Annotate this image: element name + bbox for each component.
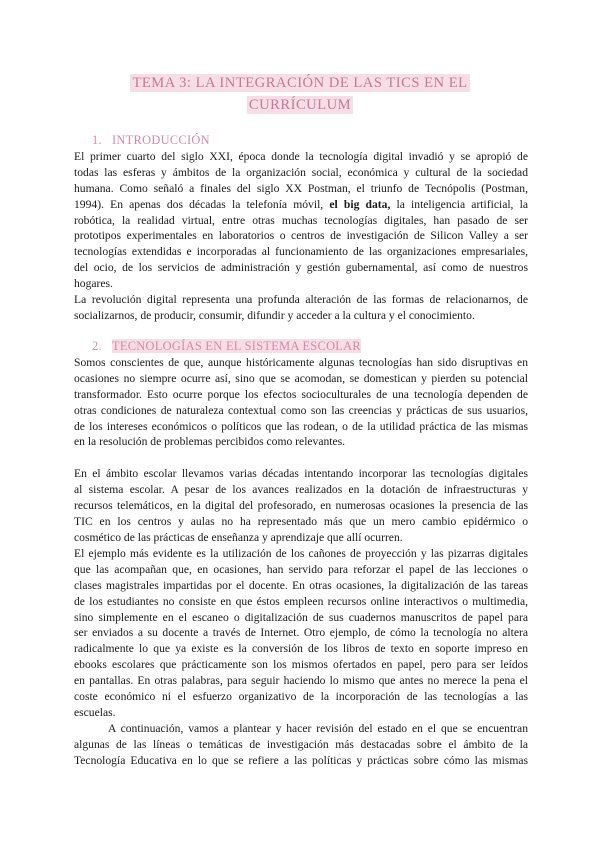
text-line: robótica, la realidad virtual, entre otras muchas tecnologías digitales, han pasado de ser (74, 213, 528, 227)
paragraph-conscientes (74, 355, 528, 450)
section-number: 2. (92, 339, 102, 353)
text-line: que las acompañan que, en ocasiones, han servido para reforzar el papel de las lecciones o (74, 562, 528, 576)
text-line: cosmético de las prácticas de enseñanza y aprendizaje que allí ocurren. (74, 530, 403, 544)
text-line (74, 197, 528, 213)
text-line: sino simplemente en el escaneo o digitalización de sus cuadernos manuscritos de papel para (74, 610, 528, 624)
text-line: tecnologías extendidas e incorporadas al funcionamiento de las organizaciones empresariales, (74, 245, 528, 259)
section-heading-tecnologias (92, 339, 361, 354)
text-line: del ocio, de los servicios de administración y gestión gubernamental, así como de nuestros (74, 261, 528, 275)
text-line: ocasiones no siempre ocurre así, sino que se acomodan, se domestican y pierden su potencial (74, 371, 528, 385)
text-line: al sistema escolar. A pesar de los avances realizados en la dotación de infraestructuras y (74, 482, 528, 496)
text-line: todas las esferas y ámbitos de la organización social, económica y cultural de la sociedad (74, 165, 528, 179)
text-line: Tecnología Educativa en lo que se refiere a las políticas y prácticas sobre cómo las mismas (74, 753, 528, 767)
text-line: prototipos experimentales en laboratorios o centros de investigación de Silicon Valley a ser (74, 229, 528, 243)
text-line: A continuación, vamos a plantear y hacer revisión del estado en el que se encuentran (108, 722, 528, 735)
text-line: socializarnos, de producir, consumir, difundir y acceder a la cultura y el conocimiento. (74, 308, 475, 322)
section-heading-introduccion (92, 133, 210, 148)
text-line: La revolución digital representa una profunda alteración de las formas de relacionarnos, de (74, 293, 528, 306)
paragraph-ejemplo (74, 546, 528, 721)
text-line: de los intereses económicos o políticos que las rodean, o de la utilidad práctica de las mismas (74, 419, 528, 433)
text-line: ebooks escolares que prácticamente son los mismos ofertados en papel, pero para ser leídos (74, 658, 528, 672)
text-line: escuelas. (74, 705, 116, 719)
bold-term: el big data, (329, 197, 391, 211)
text-line: de los estudiantes no consiste en que éstos empleen recursos online interactivos o multimedia, (74, 594, 528, 608)
text-line: radicalmente lo que ya existe es la conversión de los libros de texto en soporte impreso en (74, 642, 528, 656)
paragraph-ambito-escolar (74, 466, 528, 545)
text-line: Somos conscientes de que, aunque históricamente algunas tecnologías han sido disruptivas en (74, 356, 528, 369)
text-line: En el ámbito escolar llevamos varias décadas intentando incorporar las tecnologías digitales (74, 467, 528, 480)
text-line: otras condiciones de naturaleza contextual como son las creencias y prácticas de sus usuarios, (74, 403, 528, 417)
text-run: 1994). En apenas dos décadas la telefonía móvil, (74, 197, 324, 211)
text-line: en la resolución de problemas percibidos como relevantes. (74, 435, 346, 449)
paragraph-continuacion (74, 721, 528, 769)
text-line: clases magistrales impartidas por el docente. En otras ocasiones, la digitalización de las tareas (74, 578, 528, 592)
text-line: coste económico ni el esfuerzo organizativo de la incorporación de las tecnologías a las (74, 690, 528, 704)
paragraph-intro (74, 149, 528, 292)
title-line-2: CURRÍCULUM (248, 97, 352, 113)
text-line: ser enviados a su docente a través de Internet. Otro ejemplo, de cómo la tecnología no altera (74, 626, 528, 640)
text-line: transformador. Esto ocurre porque los efectos socioculturales de una tecnología dependen de (74, 387, 528, 401)
paragraph-revolucion (74, 292, 528, 324)
text-line: recursos telemáticos, en la digital del profesorado, en numerosas ocasiones la presencia de las (74, 498, 528, 512)
section-number: 1. (92, 133, 102, 147)
text-run: la inteligencia artificial, la (396, 197, 528, 211)
document-title (0, 74, 600, 114)
title-line-1: TEMA 3: LA INTEGRACIÓN DE LAS TICS EN EL (132, 75, 468, 91)
text-line: en pantallas. En otras palabras, para seguir haciendo lo mismo que antes no merece la pena el (74, 674, 528, 688)
text-line: TIC en los centros y aulas no ha representado más que un mero cambio epidérmico o (74, 514, 528, 528)
text-line: algunas de las líneas o temáticas de investigación más destacadas sobre el ámbito de la (74, 737, 528, 751)
text-line: hogares. (74, 277, 113, 291)
text-line: El ejemplo más evidente es la utilización de los cañones de proyección y las pizarras digitales (74, 547, 528, 560)
text-line: humana. Como señaló a finales del siglo XX Postman, el triunfo de Tecnópolis (Postman, (74, 181, 528, 195)
section-title: INTRODUCCIÓN (112, 133, 210, 147)
text-line: El primer cuarto del siglo XXI, época donde la tecnología digital invadió y se apropió de (74, 150, 528, 163)
section-title: TECNOLOGÍAS EN EL SISTEMA ESCOLAR (112, 339, 361, 353)
